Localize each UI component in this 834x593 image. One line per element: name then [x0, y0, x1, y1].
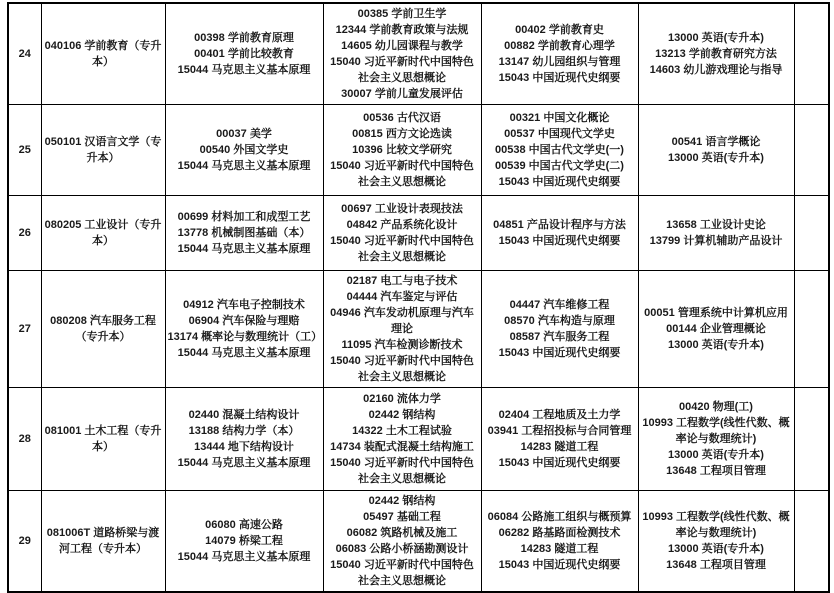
course-item: 15043 中国近现代史纲要 [498, 347, 621, 359]
course-item: 00398 学前教育原理 [194, 32, 294, 44]
course-item: 08587 汽车服务工程 [509, 331, 610, 343]
course-item: 15040 习近平新时代中国特色社会主义思想概论 [330, 160, 474, 188]
course-item: 00051 管理系统中计算机应用 [644, 307, 788, 319]
course-cell-slot1 [165, 271, 323, 388]
course-item: 00536 古代汉语 [363, 112, 441, 124]
course-item: 10993 工程数学(线性代数、概率论与数理统计) [642, 417, 790, 445]
course-item: 15040 习近平新时代中国特色社会主义思想概论 [330, 457, 474, 485]
row-number: 24 [8, 3, 41, 105]
course-cell-slot1 [165, 3, 323, 105]
course-cell-slot2 [323, 105, 481, 196]
row-number: 25 [8, 105, 41, 196]
course-item: 15043 中国近现代史纲要 [498, 457, 621, 469]
course-item: 13000 英语(专升本) [668, 339, 764, 351]
course-item: 13000 英语(专升本) [668, 543, 764, 555]
course-item: 02404 工程地质及土力学 [498, 409, 621, 421]
course-cell-slot4 [638, 491, 794, 593]
course-item: 00882 学前教育心理学 [504, 40, 615, 52]
course-item: 15044 马克思主义基本原理 [177, 551, 311, 563]
course-item: 13188 结构力学（本） [188, 425, 300, 437]
course-item: 00697 工业设计表现技法 [341, 203, 463, 215]
course-cell-slot1 [165, 388, 323, 491]
course-item: 04946 汽车发动机原理与汽车理论 [330, 307, 474, 335]
course-cell-slot4 [638, 3, 794, 105]
course-item: 13648 工程项目管理 [666, 465, 766, 477]
course-item: 00537 中国现代文学史 [504, 128, 615, 140]
table-body [8, 3, 829, 592]
course-item: 15044 马克思主义基本原理 [177, 64, 311, 76]
row-number: 27 [8, 271, 41, 388]
course-item: 10993 工程数学(线性代数、概率论与数理统计) [642, 511, 790, 539]
course-item: 13213 学前教育研究方法 [655, 48, 777, 60]
course-item: 04912 汽车电子控制技术 [183, 299, 305, 311]
course-item: 13174 概率论与数理统计（工） [167, 331, 323, 343]
course-cell-slot1 [165, 491, 323, 593]
course-item: 02160 流体力学 [363, 393, 441, 405]
course-item: 00385 学前卫生学 [357, 8, 447, 20]
course-item: 14079 桥梁工程 [205, 535, 283, 547]
course-item: 13000 英语(专升本) [668, 152, 764, 164]
course-item: 06080 高速公路 [205, 519, 283, 531]
course-item: 15043 中国近现代史纲要 [498, 235, 621, 247]
course-item: 03941 工程招投标与合同管理 [487, 425, 632, 437]
course-item: 04842 产品系统化设计 [346, 219, 458, 231]
course-item: 00401 学前比较教育 [194, 48, 294, 60]
course-cell-slot2 [323, 388, 481, 491]
course-item: 14283 隧道工程 [520, 441, 599, 453]
course-item: 30007 学前儿童发展评估 [341, 88, 463, 100]
course-item: 00037 美学 [216, 128, 272, 140]
course-item: 14322 土木工程试验 [352, 425, 452, 437]
course-item: 15040 习近平新时代中国特色社会主义思想概论 [330, 559, 474, 587]
table-row [8, 388, 829, 491]
course-item: 13778 机械制图基础（本） [177, 227, 311, 239]
table-row [8, 271, 829, 388]
course-item: 15044 马克思主义基本原理 [177, 160, 311, 172]
course-item: 14605 幼儿园课程与教学 [341, 40, 463, 52]
course-item: 02442 钢结构 [368, 409, 436, 421]
course-item: 13147 幼儿园组织与管理 [498, 56, 621, 68]
course-item: 04447 汽车维修工程 [509, 299, 610, 311]
course-cell-slot1 [165, 105, 323, 196]
course-item: 14603 幼儿游戏理论与指导 [649, 64, 783, 76]
course-item: 00541 语言学概论 [671, 136, 761, 148]
course-cell-slot2 [323, 491, 481, 593]
course-item: 15044 马克思主义基本原理 [177, 347, 311, 359]
course-item: 02187 电工与电子技术 [346, 275, 458, 287]
table-row [8, 3, 829, 105]
major-name: 040106 学前教育（专升本） [41, 3, 165, 105]
course-item: 08570 汽车构造与原理 [504, 315, 615, 327]
course-item: 13799 计算机辅助产品设计 [649, 235, 783, 247]
course-item: 00402 学前教育史 [515, 24, 604, 36]
course-item: 15040 习近平新时代中国特色社会主义思想概论 [330, 235, 474, 263]
exam-schedule-table [7, 2, 830, 593]
course-item: 00420 物理(工) [679, 401, 753, 413]
course-item: 00144 企业管理概论 [666, 323, 766, 335]
course-cell-slot4 [638, 105, 794, 196]
course-cell-slot3 [481, 388, 638, 491]
empty-cell [794, 491, 829, 593]
exam-schedule-table-container [7, 2, 828, 593]
empty-cell [794, 105, 829, 196]
course-cell-slot3 [481, 105, 638, 196]
major-name: 081001 土木工程（专升本） [41, 388, 165, 491]
course-cell-slot3 [481, 196, 638, 271]
row-number: 28 [8, 388, 41, 491]
course-item: 05497 基础工程 [363, 511, 441, 523]
course-item: 06084 公路施工组织与概预算 [487, 511, 632, 523]
empty-cell [794, 388, 829, 491]
course-item: 15043 中国近现代史纲要 [498, 72, 621, 84]
course-item: 06082 筑路机械及施工 [346, 527, 458, 539]
course-item: 00540 外国文学史 [199, 144, 289, 156]
course-cell-slot4 [638, 388, 794, 491]
course-cell-slot3 [481, 271, 638, 388]
empty-cell [794, 3, 829, 105]
major-name: 050101 汉语言文学（专升本） [41, 105, 165, 196]
course-item: 00539 中国古代文学史(二) [495, 160, 624, 172]
course-item: 15040 习近平新时代中国特色社会主义思想概论 [330, 355, 474, 383]
course-item: 12344 学前教育政策与法规 [335, 24, 469, 36]
course-item: 02440 混凝土结构设计 [188, 409, 300, 421]
major-name: 080208 汽车服务工程（专升本） [41, 271, 165, 388]
course-item: 15043 中国近现代史纲要 [498, 176, 621, 188]
row-number: 26 [8, 196, 41, 271]
course-item: 04851 产品设计程序与方法 [493, 219, 626, 231]
course-cell-slot1 [165, 196, 323, 271]
course-item: 13648 工程项目管理 [666, 559, 766, 571]
course-item: 15040 习近平新时代中国特色社会主义思想概论 [330, 56, 474, 84]
course-item: 06904 汽车保险与理赔 [188, 315, 300, 327]
course-item: 13444 地下结构设计 [194, 441, 294, 453]
course-item: 15043 中国近现代史纲要 [498, 559, 621, 571]
course-item: 06282 路基路面检测技术 [498, 527, 621, 539]
course-item: 10396 比较文学研究 [352, 144, 452, 156]
table-row [8, 196, 829, 271]
major-name: 080205 工业设计（专升本） [41, 196, 165, 271]
course-cell-slot4 [638, 271, 794, 388]
empty-cell [794, 196, 829, 271]
course-cell-slot2 [323, 3, 481, 105]
course-item: 04444 汽车鉴定与评估 [346, 291, 458, 303]
course-item: 00815 西方文论选读 [352, 128, 452, 140]
course-item: 15044 马克思主义基本原理 [177, 457, 311, 469]
course-item: 06083 公路小桥涵勘测设计 [335, 543, 469, 555]
course-item: 14283 隧道工程 [520, 543, 599, 555]
course-cell-slot2 [323, 271, 481, 388]
course-item: 00538 中国古代文学史(一) [495, 144, 624, 156]
course-item: 00699 材料加工和成型工艺 [177, 211, 311, 223]
course-item: 00321 中国文化概论 [509, 112, 610, 124]
course-cell-slot4 [638, 196, 794, 271]
course-item: 13658 工业设计史论 [666, 219, 766, 231]
course-cell-slot3 [481, 3, 638, 105]
course-item: 02442 钢结构 [368, 495, 436, 507]
course-cell-slot2 [323, 196, 481, 271]
table-row [8, 105, 829, 196]
empty-cell [794, 271, 829, 388]
table-row [8, 491, 829, 593]
course-item: 14734 装配式混凝土结构施工 [330, 441, 474, 453]
row-number: 29 [8, 491, 41, 593]
course-cell-slot3 [481, 491, 638, 593]
course-item: 11095 汽车检测诊断技术 [341, 339, 463, 351]
major-name: 081006T 道路桥梁与渡河工程（专升本） [41, 491, 165, 593]
course-item: 13000 英语(专升本) [668, 32, 764, 44]
course-item: 13000 英语(专升本) [668, 449, 764, 461]
course-item: 15044 马克思主义基本原理 [177, 243, 311, 255]
